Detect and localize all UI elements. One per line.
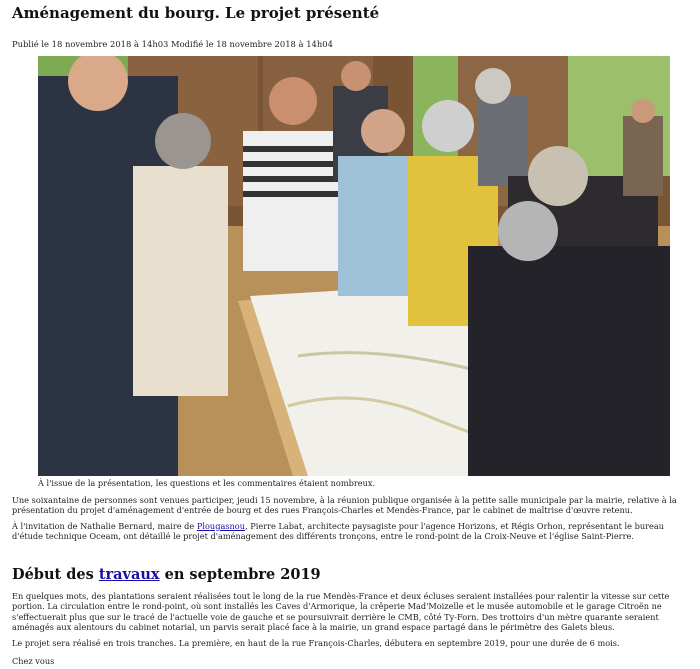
- paragraph-invitation: [12, 521, 692, 542]
- paragraph-schedule: Le projet sera réalisé en trois tranches. La première, en haut de la rue François-Charles, débutera en septembre 2019, pour une durée de 6 mois.: [12, 638, 620, 648]
- article-title: Aménagement du bourg. Le projet présenté: [12, 4, 380, 22]
- paragraph-details: En quelques mots, des plantations seraient réalisées tout le long de la rue Mendès-France et deux écluses seraient installées pour ralentir la vitesse sur cette portion. La circulation entre le rond-point, où sont installés les Caves d'Armorique, la crêperie Mad'Moizelle et le musée automobile et le garage Citroën ne s'effectuerait plus que sur le tracé de l'actuelle voie de gauche et se poursuivrait derrière le CMB, côté Ty-Forn. Des trottoirs d'un mètre quarante seraient aménagés aux alentours du cabinet notarial, un parvis serait placé face à la mairie, un grand espace partagé dans le périmètre des Galets bleus.: [12, 591, 670, 632]
- photo-caption: À l'issue de la présentation, les questions et les commentaires étaient nombreux.: [38, 478, 376, 488]
- publication-date: Publié le 18 novembre 2018 à 14h03 Modifié le 18 novembre 2018 à 14h04: [12, 39, 333, 49]
- plougasnou-link[interactable]: Plougasnou: [196, 521, 246, 531]
- travaux-link[interactable]: travaux: [98, 566, 160, 583]
- paragraph-invitation-end: , Pierre Labat, architecte paysagiste pour l'agence Horizons, et Régis Orhon, représentant le bureau d'étude technique Oceam, ont détaillé le projet d'aménagement des différents tronçons, entre le rond-point de la Croix-Neuve et l'église Saint-Pierre.: [12, 521, 665, 542]
- paragraph-invitation-start: À l'invitation de Nathalie Bernard, maire de: [12, 521, 197, 531]
- paragraph-intro: Une soixantaine de personnes sont venues participer, jeudi 15 novembre, à la réunion publique organisée à la petite salle municipale par la mairie, relative à la présentation du projet d'aménagement d'entrée de bourg et des rues François-Charles et Mendès-France, par le cabinet de maîtrise d'œuvre retenu.: [12, 495, 677, 516]
- section-heading-end: en septembre 2019: [159, 566, 321, 583]
- section-heading: [12, 566, 321, 583]
- article-photo: [38, 56, 670, 476]
- paragraph-chez-vous: Chez vous: [12, 656, 55, 666]
- section-heading-start: Début des: [12, 566, 99, 583]
